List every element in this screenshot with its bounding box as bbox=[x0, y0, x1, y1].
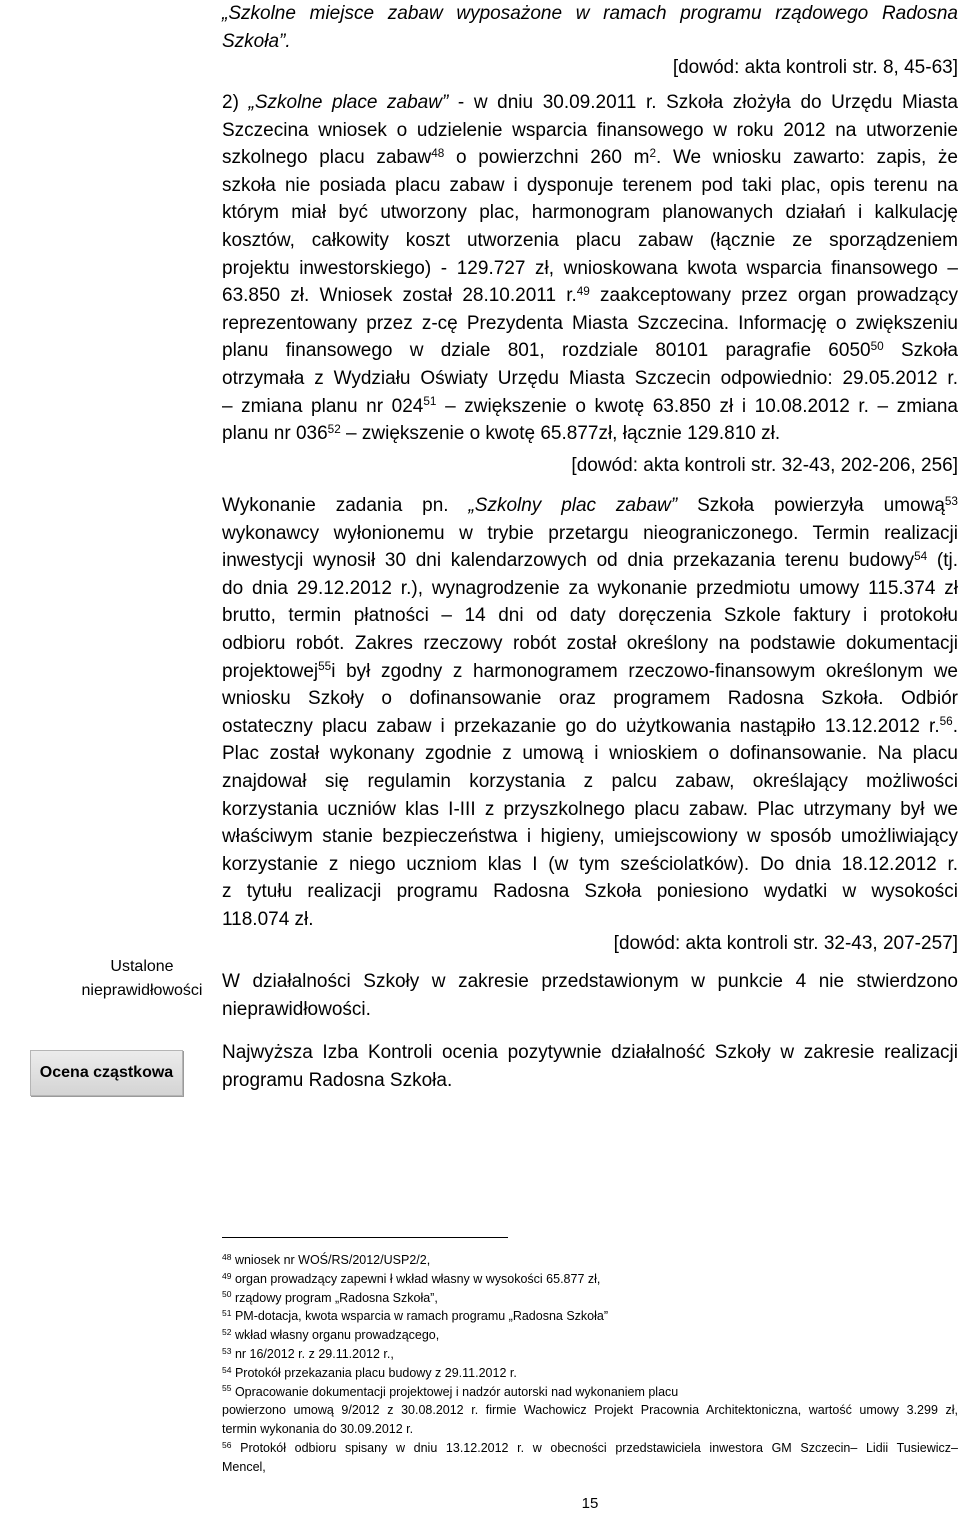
text-line-content bbox=[222, 1439, 958, 1458]
text-line-content bbox=[222, 420, 780, 448]
text-line bbox=[222, 1307, 958, 1326]
text-line bbox=[222, 602, 958, 630]
text-line bbox=[222, 968, 958, 996]
text-run: brutto, termin płatności – 14 dni od daty doręczenia Szkole faktury i protokołu bbox=[222, 605, 958, 627]
evidence-reference bbox=[222, 930, 958, 958]
footnote bbox=[222, 1439, 958, 1477]
text-run: i był zgodny z harmonogramem rzeczowo-finansowym określonym we bbox=[331, 660, 958, 682]
text-line bbox=[222, 1458, 958, 1477]
text-line bbox=[222, 823, 958, 851]
text-line-content bbox=[222, 0, 958, 28]
text-line-content bbox=[222, 685, 958, 713]
footnote-reference: 56 bbox=[222, 1439, 232, 1450]
text-run: właściwym stanie bezpieczeństwa i higieny, umiejscowiony w sposób umożliwiający bbox=[222, 826, 958, 848]
text-line bbox=[222, 172, 958, 200]
text-line bbox=[222, 310, 958, 338]
evidence-reference bbox=[222, 54, 958, 82]
text-line bbox=[222, 1289, 958, 1308]
text-line-content bbox=[222, 282, 958, 310]
text-line bbox=[222, 796, 958, 824]
text-line bbox=[222, 1439, 958, 1458]
findings-label-line: nieprawidłowości bbox=[81, 982, 203, 999]
footnote-reference: 52 bbox=[327, 422, 341, 436]
findings-paragraph bbox=[222, 968, 958, 1023]
text-line bbox=[222, 117, 958, 145]
text-line bbox=[222, 227, 958, 255]
footnote-reference: 51 bbox=[423, 395, 437, 409]
text-run: . We wniosku zawarto: zapis, że bbox=[656, 147, 958, 169]
text-run: wniosku Szkoły o dofinansowanie oraz programem Radosna Szkoła. Odbiór bbox=[222, 688, 958, 710]
text-run: ostateczny placu zabaw i przekazanie go do użytkowania nastąpiło 13.12.2012 r. bbox=[222, 715, 940, 737]
text-line-content bbox=[222, 1401, 958, 1420]
italic-text-run: „Szkolny plac zabaw” bbox=[468, 495, 678, 516]
text-line-content bbox=[222, 28, 291, 56]
text-line bbox=[222, 685, 958, 713]
text-run: kosztów, całkowity koszt utworzenia placu zabaw (łącznie ze sporządzeniem bbox=[222, 229, 958, 251]
text-run: wniosek nr WOŚ/RS/2012/USP2/2, bbox=[231, 1253, 431, 1267]
footnote-reference: 55 bbox=[318, 660, 332, 674]
text-line bbox=[222, 878, 958, 906]
text-run: z tytułu realizacji programu Radosna Szkoła poniesiono wydatki w wysokości bbox=[222, 881, 958, 903]
text-line bbox=[222, 1039, 958, 1067]
text-line bbox=[222, 28, 958, 56]
text-line bbox=[222, 520, 958, 548]
text-line bbox=[222, 575, 958, 603]
text-line-content bbox=[222, 878, 958, 906]
evidence-reference bbox=[222, 452, 958, 480]
text-line bbox=[222, 851, 958, 879]
text-line bbox=[222, 282, 958, 310]
text-line-content bbox=[222, 310, 958, 338]
footnote bbox=[222, 1326, 958, 1345]
text-run: termin wykonania do 30.09.2012 r. bbox=[222, 1422, 414, 1437]
text-run: nieprawidłowości. bbox=[222, 998, 371, 1020]
text-run: zaakceptowany przez organ prowadzący bbox=[589, 285, 958, 307]
text-run: - w dniu 30.09.2011 r. Szkoła złożyła do Urzędu Miasta bbox=[448, 92, 958, 113]
application-paragraph bbox=[222, 89, 958, 448]
text-line-content bbox=[222, 144, 958, 172]
text-line-content bbox=[222, 117, 958, 145]
text-line bbox=[222, 768, 958, 796]
text-line bbox=[222, 0, 958, 28]
italic-text-run: Szkoła”. bbox=[222, 30, 291, 52]
footnote-reference: 2 bbox=[649, 146, 657, 160]
text-line bbox=[222, 1326, 958, 1345]
text-line-content bbox=[222, 823, 958, 851]
findings-label-line: Ustalone bbox=[110, 958, 174, 975]
text-line-content bbox=[222, 851, 958, 879]
footnote bbox=[222, 1364, 958, 1383]
text-line bbox=[222, 1364, 958, 1383]
text-line bbox=[222, 89, 958, 117]
text-run: projektowej bbox=[222, 660, 319, 682]
text-line-content bbox=[222, 1251, 430, 1270]
text-line bbox=[222, 1251, 958, 1270]
text-line-content bbox=[222, 89, 958, 117]
text-run: Najwyższa Izba Kontroli ocenia pozytywnie działalność Szkoły w zakresie realizacji bbox=[222, 1042, 958, 1063]
footnote-reference: 55 bbox=[222, 1383, 232, 1394]
text-run: Szkoła bbox=[883, 340, 958, 362]
text-line bbox=[222, 658, 958, 686]
text-run: PM-dotacja, kwota wsparcia w ramach programu „Radosna Szkoła” bbox=[231, 1309, 609, 1324]
text-run: którym miał być utworzony plac, harmonogram planowanych działań i kalkulację bbox=[222, 202, 958, 224]
evidence-text: [dowód: akta kontroli str. 32-43, 207-257] bbox=[613, 933, 958, 954]
text-line bbox=[222, 144, 958, 172]
text-line bbox=[222, 630, 958, 658]
text-run: planu finansowego w dziale 801, rozdziale 80101 paragrafie 6050 bbox=[222, 340, 871, 362]
text-run: projektu inwestorskiego) - 129.727 zł, wnioskowana kwota wsparcia finansowego – bbox=[222, 257, 958, 279]
text-line-content bbox=[222, 968, 958, 996]
footnotes bbox=[222, 1251, 958, 1477]
text-line-content bbox=[222, 1420, 413, 1439]
text-run: 2) bbox=[222, 92, 249, 113]
text-line-content bbox=[222, 996, 371, 1024]
text-line-content bbox=[222, 796, 958, 824]
italic-text-run: „Szkolne place zabaw” bbox=[248, 92, 449, 113]
text-line-content bbox=[222, 492, 958, 520]
text-line-content bbox=[222, 227, 958, 255]
footnote bbox=[222, 1270, 958, 1289]
text-run: 63.850 zł. Wniosek został 28.10.2011 r. bbox=[222, 285, 577, 307]
evidence-text: [dowód: akta kontroli str. 8, 45-63] bbox=[672, 57, 958, 78]
text-line bbox=[222, 1067, 958, 1095]
text-line-content bbox=[222, 337, 958, 365]
assessment-margin-box bbox=[30, 1050, 183, 1096]
text-run: reprezentowany przez z-cę Prezydenta Miasta Szczecina. Informację o zwiększeniu bbox=[222, 312, 958, 334]
footnote-reference: 48 bbox=[431, 146, 445, 160]
text-run: szkolnego placu zabaw bbox=[222, 147, 432, 169]
assessment-label: Ocena cząstkowa bbox=[39, 1064, 174, 1081]
text-line-content bbox=[222, 520, 958, 548]
text-line bbox=[222, 365, 958, 393]
text-line-content bbox=[222, 658, 958, 686]
text-run: otrzymała z Wydziału Oświaty Urzędu Miasta Szczecin odpowiednio: 29.05.2012 r. bbox=[222, 367, 958, 389]
text-run: (tj. bbox=[927, 550, 958, 572]
text-line bbox=[222, 393, 958, 421]
text-run: . bbox=[952, 715, 958, 737]
text-line-content bbox=[222, 602, 958, 630]
text-run: Protokół przekazania placu budowy z 29.11.2012 r. bbox=[231, 1365, 517, 1380]
footnote-reference: 53 bbox=[944, 494, 958, 508]
text-line bbox=[222, 1383, 958, 1402]
text-run: znajdował się regulamin korzystania z palcu zabaw, określający możliwości bbox=[222, 770, 958, 792]
footnote-reference: 54 bbox=[914, 549, 928, 563]
text-line-content bbox=[222, 713, 958, 741]
text-line-content bbox=[222, 1383, 678, 1402]
text-run: o powierzchni 260 m bbox=[444, 147, 650, 169]
text-line-content bbox=[222, 255, 958, 283]
text-line-content bbox=[222, 1307, 608, 1326]
text-run: Szczecina wniosek o udzielenie wsparcia finansowego w roku 2012 na utworzenie bbox=[222, 119, 958, 141]
text-run: – zwiększenie o kwotę 63.850 zł i 10.08.2012 r. – zmiana bbox=[436, 395, 958, 417]
footnote bbox=[222, 1383, 958, 1439]
text-line bbox=[222, 492, 958, 520]
text-run: korzystanie z niego uczniom klas I (w tym sześciolatków). Do dnia 18.12.2012 r. bbox=[222, 853, 958, 875]
page-number: 15 bbox=[581, 1495, 599, 1512]
text-line-content bbox=[222, 1270, 600, 1289]
assessment-paragraph bbox=[222, 1039, 958, 1094]
text-run: inwestycji wynosił 30 dni kalendarzowych od dnia przekazania terenu budowy bbox=[222, 550, 915, 572]
text-run: korzystania uczniów klas I-III z przyszkolnego placu zabaw. Plac utrzymany był we bbox=[222, 798, 958, 820]
text-line bbox=[222, 996, 958, 1024]
text-line bbox=[222, 337, 958, 365]
text-line bbox=[222, 420, 958, 448]
footnote bbox=[222, 1345, 958, 1364]
text-run: Szkoła powierzyła umową bbox=[677, 495, 945, 516]
text-line-content bbox=[222, 1289, 438, 1308]
footnote-separator bbox=[222, 1237, 508, 1238]
text-run: szkoła nie posiada placu zabaw i dysponuje terenem pod taki plac, opis terenu na bbox=[222, 174, 958, 196]
footnote-reference: 54 bbox=[222, 1364, 232, 1375]
text-line-content bbox=[222, 1364, 517, 1383]
footnote bbox=[222, 1289, 958, 1308]
text-line-content bbox=[222, 630, 958, 658]
text-line-content bbox=[222, 172, 958, 200]
footnote bbox=[222, 1251, 958, 1270]
intro-paragraph bbox=[222, 0, 958, 55]
text-line-content bbox=[222, 740, 958, 768]
text-line bbox=[222, 547, 958, 575]
text-run: do dnia 29.12.2012 r.), wynagrodzenie za wykonanie przedmiotu umowy 115.374 zł bbox=[222, 577, 958, 599]
text-line-content bbox=[222, 1458, 266, 1477]
footnote bbox=[222, 1307, 958, 1326]
text-run: Mencel, bbox=[222, 1459, 266, 1474]
text-line-content bbox=[222, 575, 958, 603]
footnote-reference: 56 bbox=[939, 715, 953, 729]
text-run: Wykonanie zadania pn. bbox=[222, 495, 469, 516]
text-line-content bbox=[222, 1067, 452, 1095]
text-run: Plac został wykonany zgodnie z umową i wnioskiem o dofinansowanie. Na placu bbox=[222, 743, 958, 765]
text-run: odbioru robót. Zakres rzeczowy robót został określony na podstawie dokumentacji bbox=[222, 632, 958, 654]
footnote-reference: 50 bbox=[870, 339, 884, 353]
text-run: Opracowanie dokumentacji projektowej i nadzór autorski nad wykonaniem placu bbox=[231, 1384, 679, 1399]
text-line bbox=[222, 1401, 958, 1420]
text-line-content bbox=[222, 1039, 958, 1067]
text-line bbox=[222, 1420, 958, 1439]
text-run: rządowy program „Radosna Szkoła”, bbox=[231, 1290, 438, 1305]
text-line-content bbox=[222, 393, 958, 421]
footnote-reference: 48 bbox=[222, 1251, 232, 1262]
text-run: powierzono umową 9/2012 z 30.08.2012 r. firmie Wachowicz Projekt Pracownia Architektoniczna, wartość umowy 3.299 zł, bbox=[222, 1403, 958, 1418]
text-run: planu nr 036 bbox=[222, 423, 328, 445]
text-line-content bbox=[222, 199, 958, 227]
execution-paragraph bbox=[222, 492, 958, 934]
footnote-reference: 53 bbox=[222, 1345, 232, 1356]
footnote-reference: 49 bbox=[222, 1270, 232, 1281]
text-line-content bbox=[222, 1345, 394, 1364]
text-line-content bbox=[222, 1326, 439, 1345]
text-line bbox=[222, 713, 958, 741]
footnote-reference: 51 bbox=[222, 1308, 232, 1319]
footnote-reference: 52 bbox=[222, 1326, 232, 1337]
text-line bbox=[222, 740, 958, 768]
footnote-reference: 49 bbox=[576, 284, 590, 298]
findings-margin-label bbox=[40, 955, 244, 1003]
text-line-content bbox=[222, 547, 958, 575]
text-line bbox=[222, 1345, 958, 1364]
text-line-content bbox=[222, 365, 958, 393]
text-run: – zmiana planu nr 024 bbox=[222, 395, 424, 417]
text-run: W działalności Szkoły w zakresie przedstawionym w punkcie 4 nie stwierdzono bbox=[222, 971, 958, 992]
text-run: – zwiększenie o kwotę 65.877zł, łącznie 129.810 zł. bbox=[340, 423, 781, 445]
text-run: organ prowadzący zapewni ł wkład własny w wysokości 65.877 zł, bbox=[231, 1271, 601, 1286]
text-run: Protokół odbioru spisany w dniu 13.12.2012 r. w obecności przedstawiciela inwestora GM Szczecin– Lidii Tusiewicz– bbox=[231, 1440, 958, 1455]
text-run: programu Radosna Szkoła. bbox=[222, 1069, 453, 1091]
text-line bbox=[222, 1270, 958, 1289]
text-run: wkład własny organu prowadzącego, bbox=[231, 1328, 440, 1343]
text-line bbox=[222, 199, 958, 227]
text-run: nr 16/2012 r. z 29.11.2012 r., bbox=[231, 1346, 394, 1361]
italic-text-run: „Szkolne miejsce zabaw wyposażone w ramach programu rządowego Radosna bbox=[222, 3, 958, 24]
evidence-text: [dowód: akta kontroli str. 32-43, 202-206, 256] bbox=[571, 455, 958, 476]
text-run: wykonawcy wyłonionemu w trybie przetargu nieograniczonego. Termin realizacji bbox=[222, 522, 958, 544]
text-line bbox=[222, 255, 958, 283]
text-line-content bbox=[222, 768, 958, 796]
text-run: 118.074 zł. bbox=[222, 908, 314, 930]
footnote-reference: 50 bbox=[222, 1289, 232, 1300]
